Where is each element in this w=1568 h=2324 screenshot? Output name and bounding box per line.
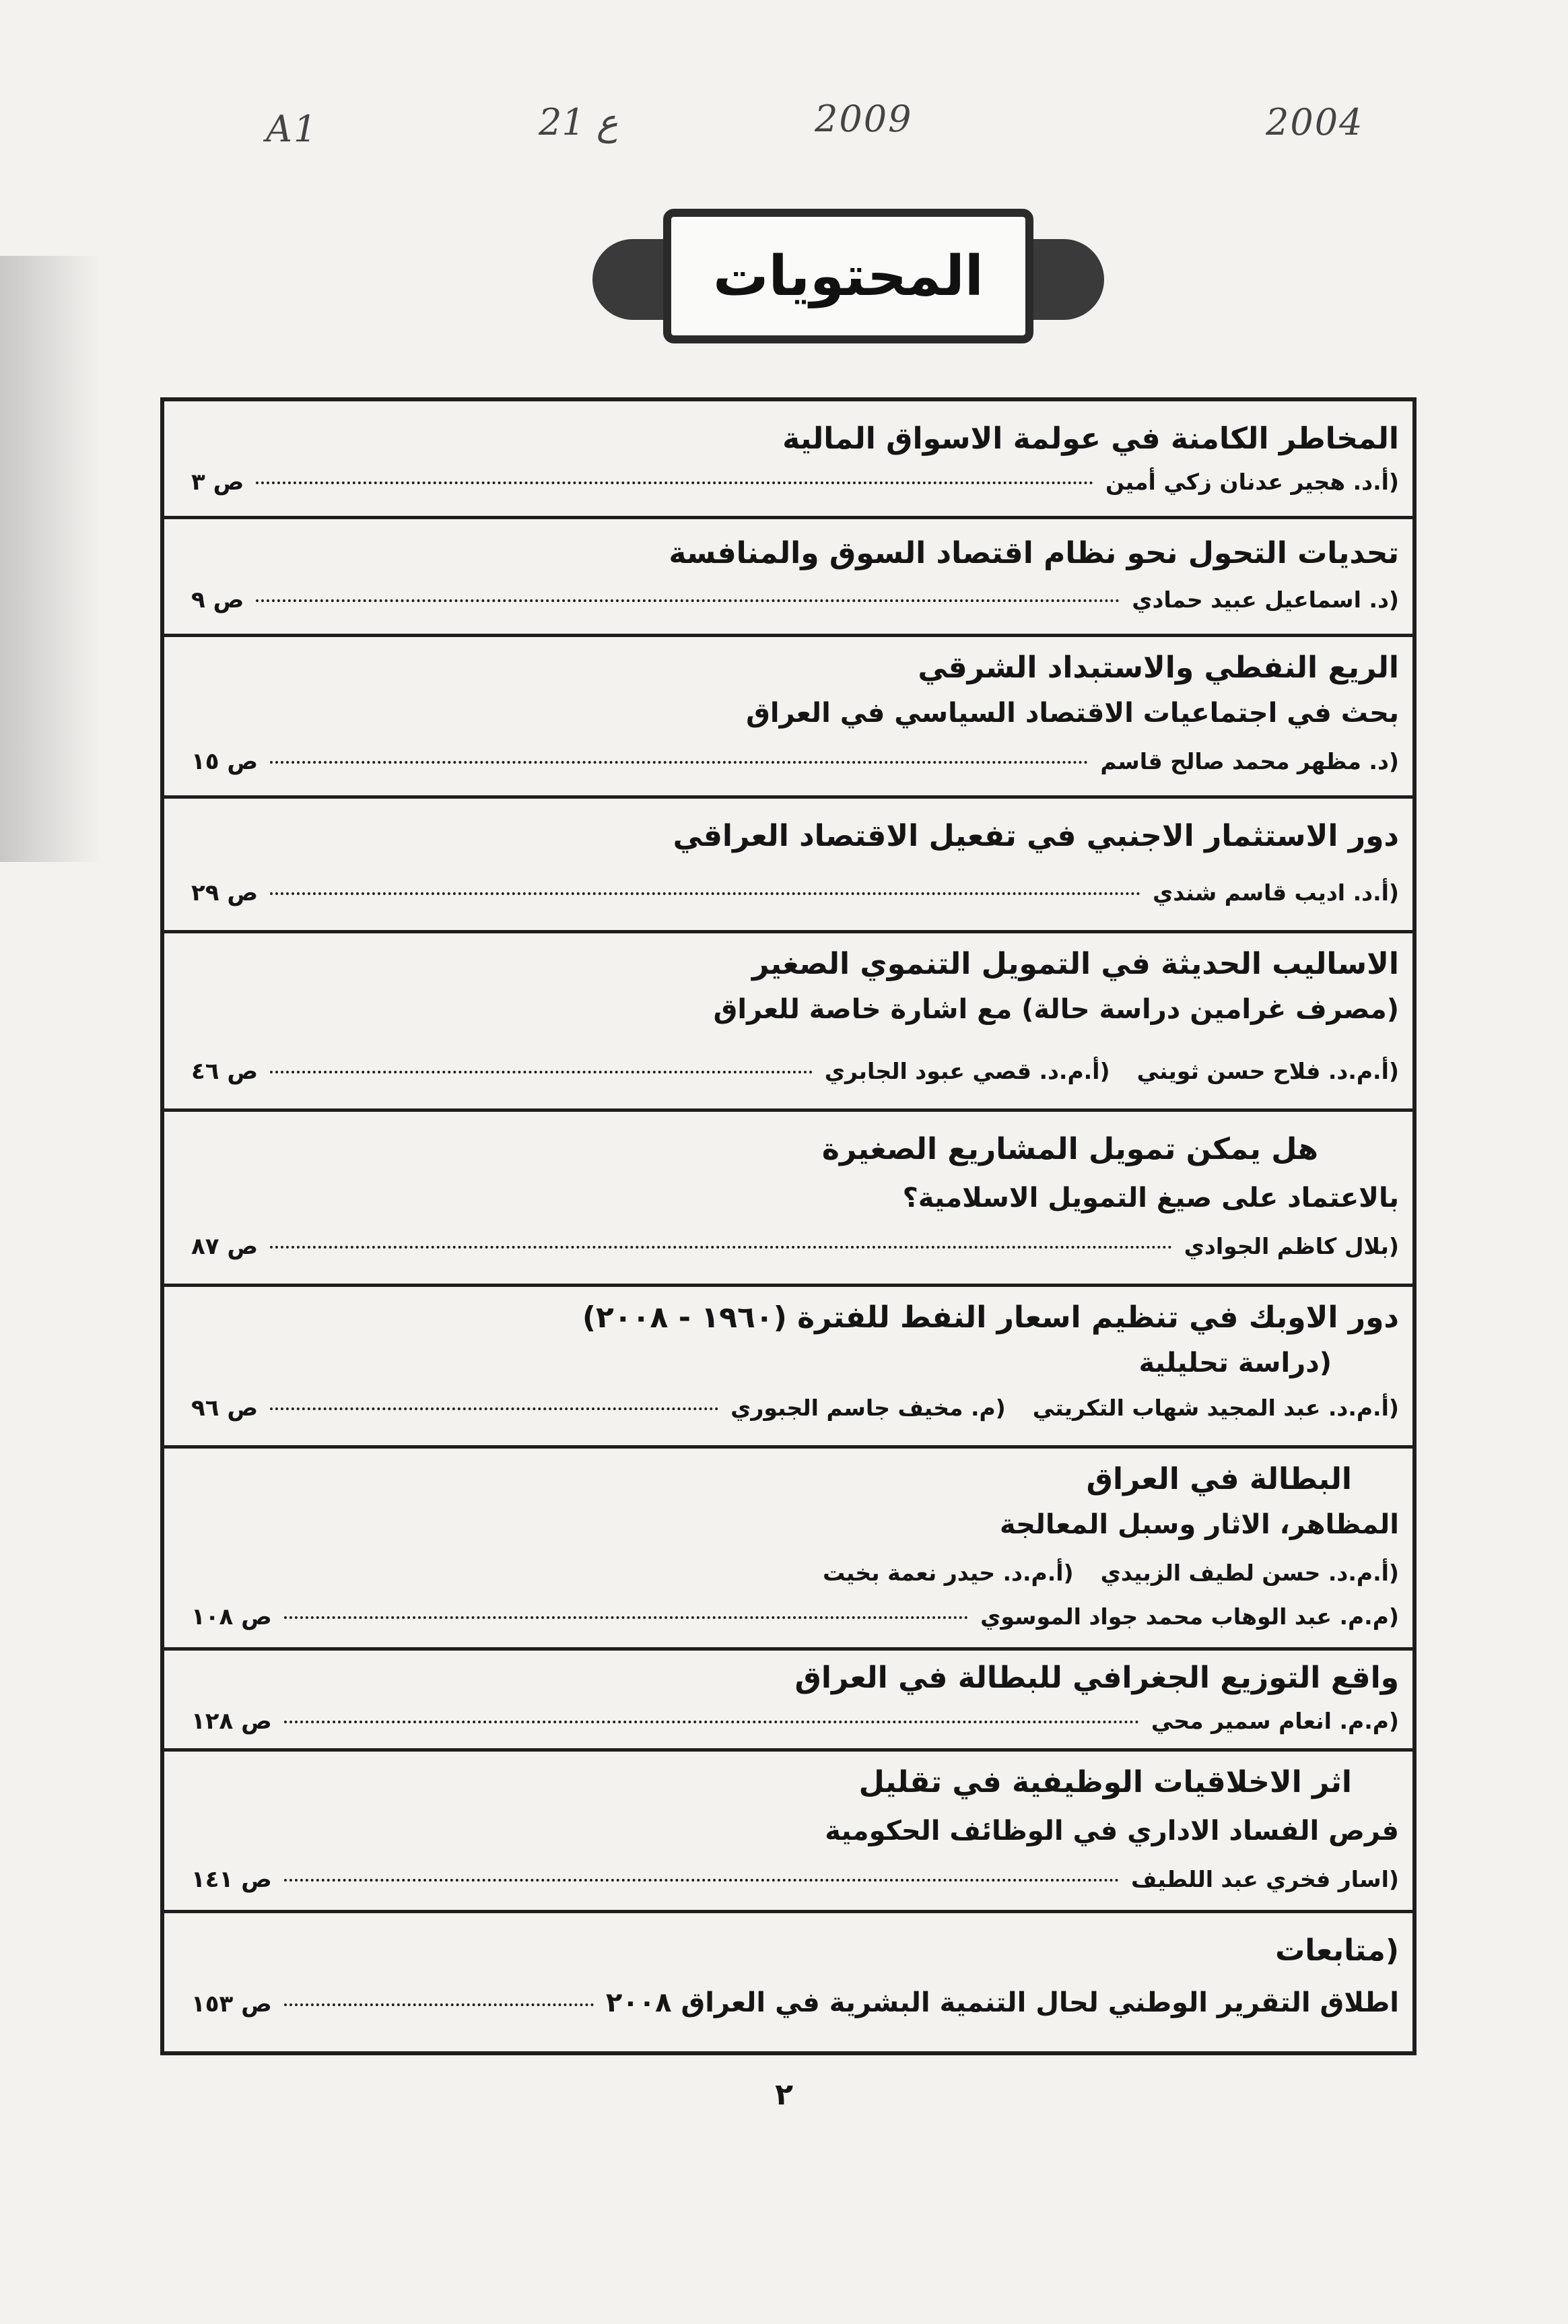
dot-leader xyxy=(284,1720,1139,1723)
entry-subtitle: المظاهر، الاثار وسبل المعالجة xyxy=(999,1509,1399,1540)
toc-entry xyxy=(164,1647,1412,1752)
entry-title: دور الاوبك في تنظيم اسعار النفط للفترة (١٩٦٠ - ٢٠٠٨) xyxy=(582,1300,1399,1335)
entry-author-line xyxy=(191,879,1399,906)
entry-page: ص ١٥ xyxy=(191,748,259,775)
entry-subtitle: فرص الفساد الاداري في الوظائف الحكومية xyxy=(825,1816,1399,1847)
page-title: المحتويات xyxy=(713,244,984,308)
entry-page: ص ٩ xyxy=(191,587,244,613)
entry-author: (اسار فخري عبد اللطيف xyxy=(1130,1866,1399,1892)
entry-title: الريع النفطي والاستبداد الشرقي xyxy=(918,651,1399,685)
entry-subtitle: (مصرف غرامين دراسة حالة) مع اشارة خاصة للعراق xyxy=(713,994,1399,1025)
toc-entry xyxy=(164,1108,1412,1287)
heading-box xyxy=(663,209,1033,343)
dot-leader xyxy=(256,481,1093,484)
entry-author: (م.م. عبد الوهاب محمد جواد الموسوي xyxy=(980,1603,1399,1630)
entry-title: تحديات التحول نحو نظام اقتصاد السوق والمنافسة xyxy=(669,536,1399,570)
dot-leader xyxy=(270,892,1140,895)
toc-entry xyxy=(164,1748,1412,1913)
entry-title: اثر الاخلاقيات الوظيفية في تقليل xyxy=(858,1765,1352,1799)
dot-leader xyxy=(270,1245,1172,1249)
entry-author: (بلال كاظم الجوادي xyxy=(1184,1233,1399,1259)
toc-entry xyxy=(164,1445,1412,1651)
scan-shadow xyxy=(0,256,101,862)
toc-entry xyxy=(164,516,1412,637)
entry-title: الاساليب الحديثة في التمويل التنموي الصغير xyxy=(751,947,1399,981)
entry-author-line xyxy=(191,1603,1399,1630)
entry-author-line xyxy=(191,587,1399,613)
entry-page: ص ٨٧ xyxy=(191,1233,259,1260)
entry-coauthor: (أ.م.د. قصي عبود الجابري xyxy=(824,1058,1110,1084)
entry-page: ص ٢٩ xyxy=(191,879,259,906)
entry-page: ص ٤٦ xyxy=(191,1058,259,1085)
table-of-contents xyxy=(160,397,1417,2055)
entry-subtitle: (دراسة تحليلية xyxy=(1138,1348,1332,1379)
entry-title: دور الاستثمار الاجنبي في تفعيل الاقتصاد العراقي xyxy=(673,819,1399,853)
entry-coauthor: (م. مخيف جاسم الجبوري xyxy=(730,1395,1006,1421)
entry-author-line xyxy=(191,748,1399,775)
entry-author: (أ.م.د. عبد المجيد شهاب التكريتي xyxy=(1032,1395,1399,1421)
entry-page: ص ١٤١ xyxy=(191,1866,272,1893)
dot-leader xyxy=(256,599,1120,602)
entry-page: ص ١٥٣ xyxy=(191,1991,272,2018)
page-number: ٢ xyxy=(775,2078,793,2112)
handwritten-note-mid1: 21 ع xyxy=(539,101,619,143)
dot-leader xyxy=(284,1878,1119,1882)
entry-title: هل يمكن تمويل المشاريع الصغيرة xyxy=(821,1132,1318,1166)
entry-page: ص ٩٦ xyxy=(191,1395,259,1422)
toc-entry xyxy=(164,1284,1412,1449)
heading-banner xyxy=(592,209,1104,343)
entry-author-line xyxy=(191,1058,1399,1085)
entry-page: ص ٣ xyxy=(191,469,244,496)
entry-author: (أ.م.د. فلاح حسن ثويني xyxy=(1136,1058,1399,1084)
entry-author-line xyxy=(191,1987,1399,2018)
handwritten-note-left: A1 xyxy=(266,108,318,150)
entry-author: (د. اسماعيل عبيد حمادي xyxy=(1132,587,1399,613)
entry-author-line xyxy=(191,469,1399,496)
handwritten-note-mid2: 2009 xyxy=(815,98,913,140)
dot-leader xyxy=(270,760,1088,764)
entry-author-line xyxy=(191,1866,1399,1893)
entry-title: (متابعات xyxy=(1275,1933,1399,1968)
toc-entry xyxy=(164,930,1412,1112)
toc-entry xyxy=(164,1910,1412,2051)
entry-title: البطالة في العراق xyxy=(1086,1462,1352,1496)
entry-page: ص ١٢٨ xyxy=(191,1708,272,1735)
entry-coauthor: (أ.م.د. حيدر نعمة بخيت xyxy=(823,1560,1074,1586)
entry-page: ص ١٠٨ xyxy=(191,1603,272,1630)
entry-title: المخاطر الكامنة في عولمة الاسواق المالية xyxy=(782,422,1399,456)
entry-author: (د. مظهر محمد صالح قاسم xyxy=(1100,748,1399,774)
entry-author-line xyxy=(191,1708,1399,1735)
entry-author: (أ.م.د. حسن لطيف الزبيدي xyxy=(1100,1560,1399,1586)
toc-entry xyxy=(164,401,1412,519)
entry-author-line xyxy=(191,1560,1399,1586)
toc-entry xyxy=(164,634,1412,799)
entry-author-line xyxy=(191,1395,1399,1422)
entry-subtitle: اطلاق التقرير الوطني لحال التنمية البشرية في العراق ٢٠٠٨ xyxy=(605,1987,1399,2018)
dot-leader xyxy=(270,1070,813,1073)
dot-leader xyxy=(270,1407,718,1410)
entry-subtitle: بحث في اجتماعيات الاقتصاد السياسي في العراق xyxy=(746,698,1399,729)
entry-author-line xyxy=(191,1233,1399,1260)
dot-leader xyxy=(284,2003,594,2006)
toc-entry xyxy=(164,795,1412,933)
entry-author: (أ.د. هجير عدنان زكي أمين xyxy=(1105,469,1399,495)
handwritten-note-right: 2004 xyxy=(1266,101,1364,143)
entry-subtitle: بالاعتماد على صيغ التمويل الاسلامية؟ xyxy=(902,1183,1399,1214)
entry-author: (أ.د. اديب قاسم شندي xyxy=(1153,879,1399,906)
entry-title: واقع التوزيع الجغرافي للبطالة في العراق xyxy=(794,1661,1399,1695)
dot-leader xyxy=(284,1616,968,1619)
entry-author: (م.م. انعام سمير محي xyxy=(1151,1708,1399,1734)
